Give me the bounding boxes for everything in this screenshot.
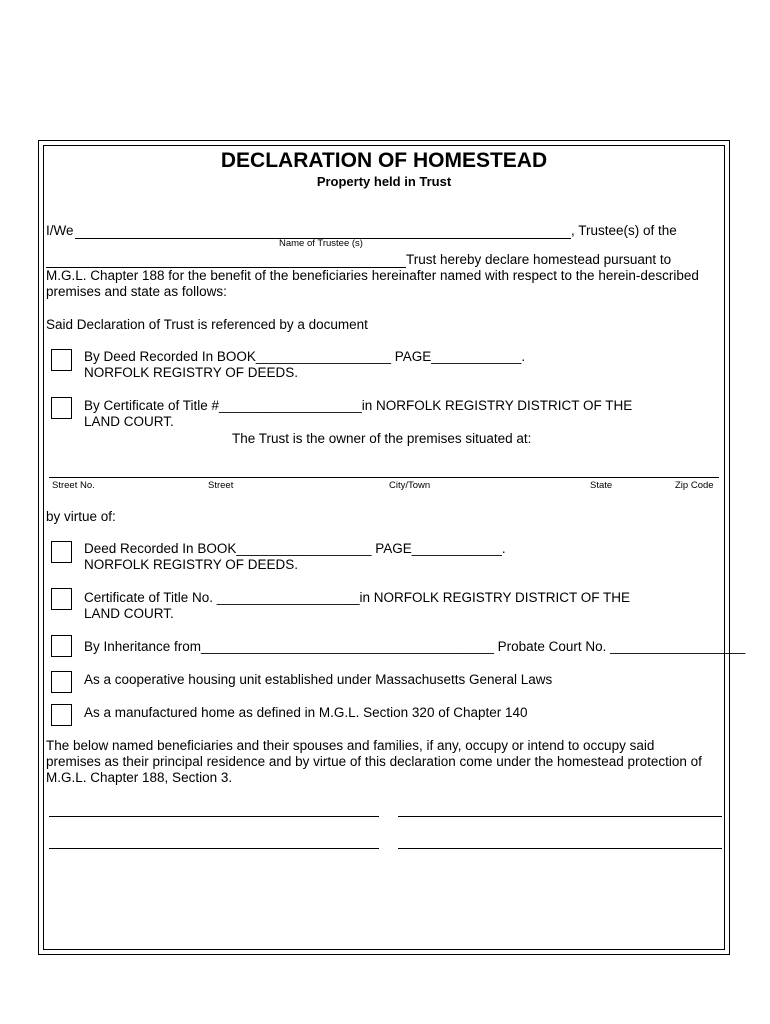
address-line[interactable] (49, 477, 719, 478)
beneficiary-line-2[interactable] (398, 816, 722, 817)
form-frame (38, 140, 746, 955)
certificate-virtue-line1: Certificate of Title No. ___________________in NORFOLK REGISTRY DISTRICT OF THE (84, 590, 630, 605)
deed-ref-line2: NORFOLK REGISTRY OF DEEDS. (84, 365, 299, 380)
label-zip: Zip Code (675, 480, 714, 491)
deed-virtue-line1: Deed Recorded In BOOK__________________ PAGE____________. (84, 541, 506, 556)
form-subtitle: Property held in Trust (316, 174, 452, 189)
certificate-virtue-checkbox[interactable] (51, 588, 72, 610)
intro-premises: premises and state as follows: (46, 284, 227, 299)
deed-virtue-checkbox[interactable] (51, 541, 72, 563)
label-city: City/Town (389, 480, 431, 491)
manufactured-home-line: As a manufactured home as defined in M.G.L. Section 320 of Chapter 140 (84, 705, 528, 720)
said-declaration-text: Said Declaration of Trust is referenced by a document (46, 317, 368, 332)
label-state: State (590, 480, 613, 491)
manufactured-home-checkbox[interactable] (51, 704, 72, 726)
intro-prefix: I/We (46, 223, 74, 238)
deed-virtue-line2: NORFOLK REGISTRY OF DEEDS. (84, 557, 299, 572)
owner-statement: The Trust is the owner of the premises situated at: (232, 431, 532, 446)
label-street: Street (208, 480, 234, 491)
intro-declare: Trust hereby declare homestead pursuant to (406, 252, 672, 267)
certificate-ref-line2: LAND COURT. (84, 414, 174, 429)
label-street-no: Street No. (52, 480, 95, 491)
beneficiaries-line3: M.G.L. Chapter 188, Section 3. (46, 770, 233, 785)
cooperative-checkbox[interactable] (51, 671, 72, 693)
beneficiary-line-4[interactable] (398, 848, 722, 849)
beneficiaries-line2: premises as their principal residence and by virtue of this declaration come under the homestead protection of (46, 754, 702, 769)
cooperative-line: As a cooperative housing unit established under Massachusetts General Laws (84, 672, 553, 687)
trustee-caption: Name of Trustee (s) (279, 238, 363, 249)
certificate-ref-line1: By Certificate of Title #___________________in NORFOLK REGISTRY DISTRICT OF THE (84, 398, 633, 413)
deed-ref-line1: By Deed Recorded In BOOK__________________ PAGE____________. (84, 349, 526, 364)
inheritance-checkbox[interactable] (51, 635, 72, 657)
form-title: DECLARATION OF HOMESTEAD (220, 149, 548, 172)
certificate-ref-checkbox[interactable] (51, 397, 72, 419)
inheritance-line: By Inheritance from_______________________________________ Probate Court No. __________________ (84, 639, 746, 654)
intro-chapter: M.G.L. Chapter 188 for the benefit of the beneficiaries hereinafter named with respect to the herein-described (46, 268, 699, 283)
by-virtue-text: by virtue of: (46, 509, 116, 524)
beneficiary-line-3[interactable] (49, 848, 379, 849)
beneficiaries-line1: The below named beneficiaries and their spouses and families, if any, occupy or intend to occupy said (46, 738, 655, 753)
deed-ref-checkbox[interactable] (51, 349, 72, 371)
beneficiary-line-1[interactable] (49, 816, 379, 817)
intro-trustee-of: , Trustee(s) of the (571, 223, 677, 238)
certificate-virtue-line2: LAND COURT. (84, 606, 174, 621)
